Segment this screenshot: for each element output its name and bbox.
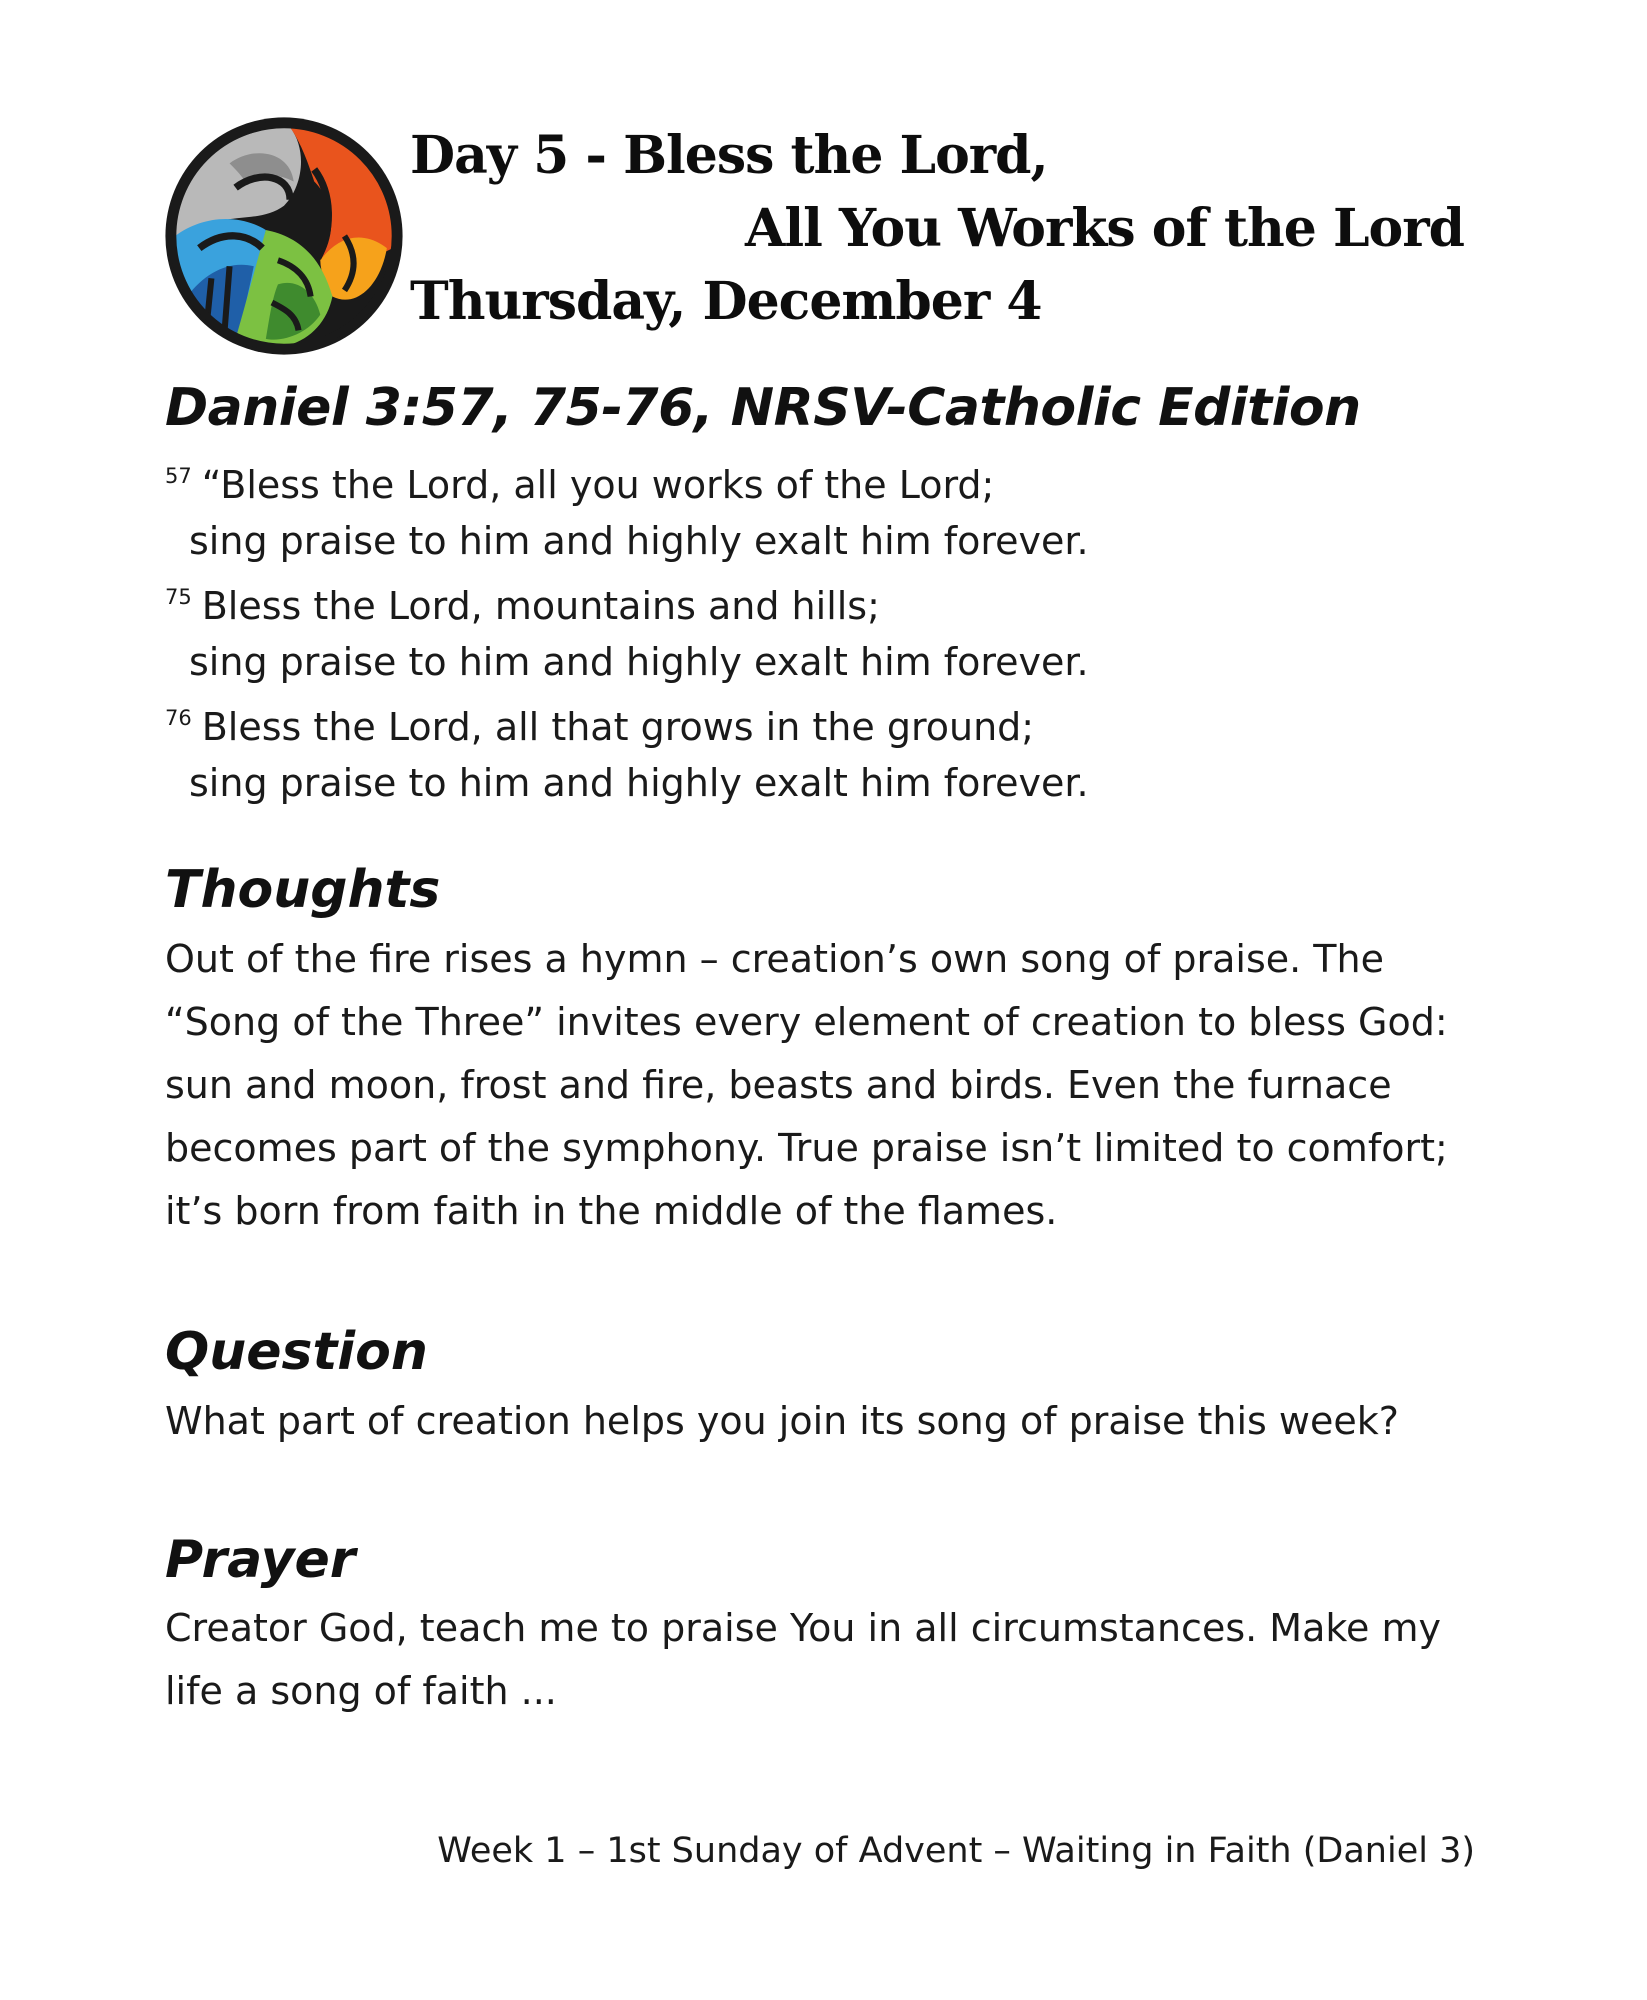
title-date: Thursday, December 4 xyxy=(410,271,1042,332)
verse-text: “Bless the Lord, all you works of the Lord; xyxy=(201,463,995,507)
thoughts-heading: Thoughts xyxy=(165,860,441,920)
elements-circle-logo-icon xyxy=(163,115,405,357)
title-line-1: Day 5 - Bless the Lord, xyxy=(410,125,1048,186)
verse-76-line-1 xyxy=(165,690,1089,755)
question-text: What part of creation helps you join its song of praise this week? xyxy=(165,1399,1399,1443)
prayer-heading: Prayer xyxy=(165,1530,356,1590)
prayer-text: Creator God, teach me to praise You in all circumstances. Make my life a song of faith ... xyxy=(165,1606,1441,1713)
footer-series-label: Week 1 – 1st Sunday of Advent – Waiting in Faith (Daniel 3) xyxy=(437,1831,1475,1871)
thoughts-text: Out of the fire rises a hymn – creation’s own song of praise. The “Song of the Three” invites every element of creation to bless God: sun and moon, frost and fire, beasts and birds. Even the furnace becomes part of the symphony. True praise isn’t limited to comfort; it’s born from faith in the middle of the flames. xyxy=(165,937,1448,1233)
verse-76-line-2: sing praise to him and highly exalt him forever. xyxy=(189,761,1089,805)
verse-57-line-1 xyxy=(165,448,1089,513)
verse-75-line-2: sing praise to him and highly exalt him forever. xyxy=(189,640,1089,684)
scripture-reference: Daniel 3:57, 75-76, NRSV-Catholic Edition xyxy=(165,378,1361,438)
question-heading: Question xyxy=(165,1322,428,1382)
verse-text: Bless the Lord, mountains and hills; xyxy=(201,584,880,628)
verse-text: Bless the Lord, all that grows in the ground; xyxy=(201,705,1035,749)
verse-number: 76 xyxy=(165,706,192,730)
verse-57-line-2: sing praise to him and highly exalt him forever. xyxy=(189,519,1089,563)
title-line-2: All You Works of the Lord xyxy=(745,198,1464,259)
verse-number: 75 xyxy=(165,585,192,609)
scripture-verses xyxy=(165,448,1089,811)
verse-number: 57 xyxy=(165,464,192,488)
verse-75-line-1 xyxy=(165,569,1089,634)
